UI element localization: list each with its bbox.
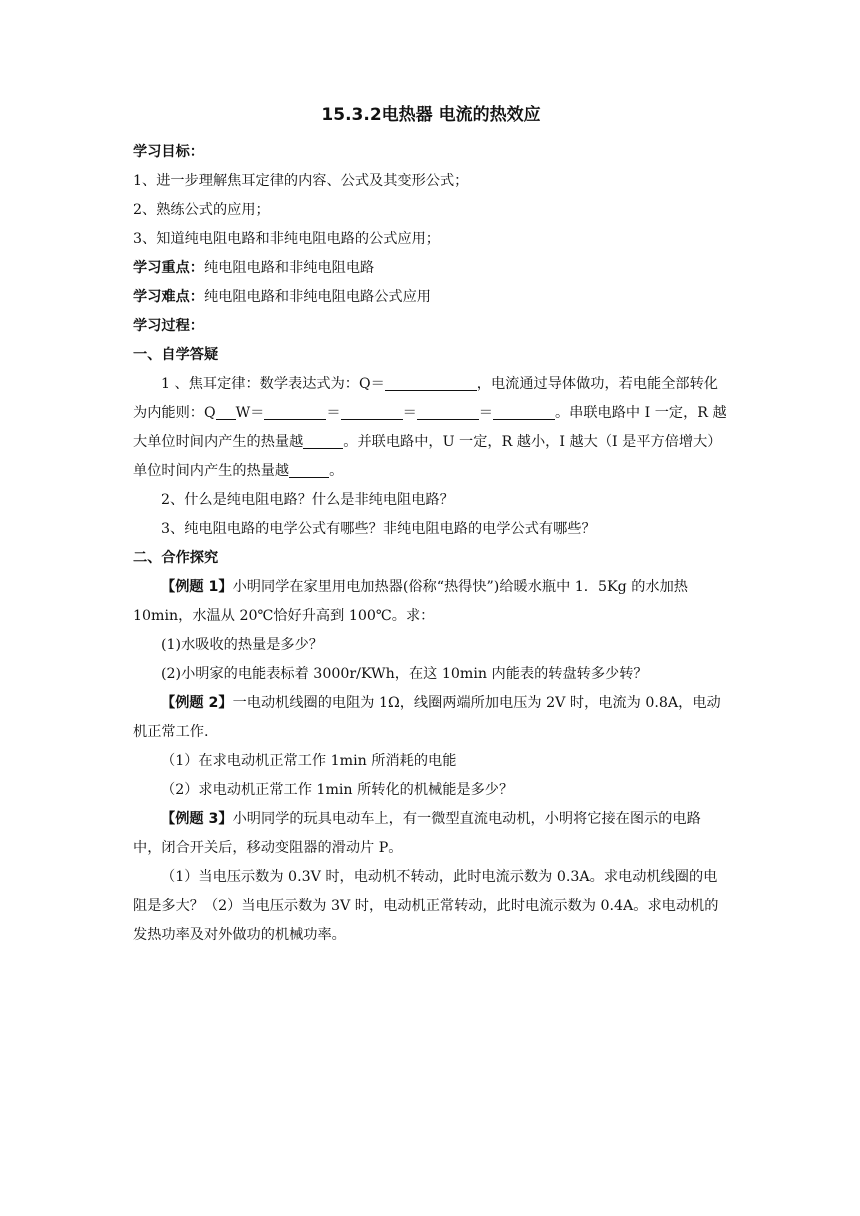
example-1: 【例题 1】小明同学在家里用电加热器(俗称“热得快”)给暖水瓶中 1．5Kg 的水加热 10min，水温从 20℃恰好升高到 100℃。求： <box>133 579 688 624</box>
example-2-sub-1: （1）在求电动机正常工作 1min 所消耗的电能 <box>161 753 457 769</box>
example-2: 【例题 2】一电动机线圈的电阻为 1Ω，线圈两端所加电压为 2V 时，电流为 0.8A，电动机正常工作. <box>133 695 721 740</box>
example-1-sub-1: (1)水吸收的热量是多少？ <box>161 637 323 653</box>
example-3-label: 【例题 3】 <box>161 811 233 827</box>
example-2-label: 【例题 2】 <box>161 695 233 711</box>
goal-item: 3、知道纯电阻电路和非纯电阻电路的公式应用； <box>133 231 440 247</box>
question-3: 3、纯电阻电路的电学公式有哪些？非纯电阻电路的电学公式有哪些？ <box>161 521 596 537</box>
difficulty-text: 纯电阻电路和非纯电阻电路公式应用 <box>203 289 431 305</box>
goals-heading: 学习目标： <box>133 144 204 160</box>
answer-blank[interactable] <box>417 403 479 420</box>
difficulty-label: 学习难点： <box>133 289 204 305</box>
example-1-sub-2: (2)小明家的电能表标着 3000r/KWh，在这 10min 内能表的转盘转多少转？ <box>161 666 648 682</box>
key-point <box>133 254 729 283</box>
document-title: 15.3.2电热器 电流的热效应 <box>321 105 541 125</box>
key-point-text: 纯电阻电路和非纯电阻电路 <box>203 260 375 276</box>
section2-heading: 二、合作探究 <box>133 550 219 566</box>
key-point-label: 学习重点： <box>133 260 204 276</box>
example-2-sub-2: （2）求电动机正常工作 1min 所转化的机械能是多少？ <box>161 782 514 798</box>
question-2: 2、什么是纯电阻电路？什么是非纯电阻电路？ <box>161 492 454 508</box>
example-3-sub: （1）当电压示数为 0.3V 时，电动机不转动，此时电流示数为 0.3A。求电动机线圈的电阻是多大？（2）当电压示数为 3V 时，电动机正常转动，此时电流示数为 0.4A。求电动机的发热功率及对外做功的机械功率。 <box>133 869 719 943</box>
answer-blank[interactable] <box>289 461 329 478</box>
process-heading: 学习过程： <box>133 318 204 334</box>
goal-item: 1、进一步理解焦耳定律的内容、公式及其变形公式； <box>133 173 469 189</box>
answer-blank[interactable] <box>216 403 236 420</box>
answer-blank[interactable] <box>493 403 555 420</box>
question-1: 1 、焦耳定律：数学表达式为：Q＝ ，电流通过导体做功，若电能全部转化为内能则：Q W＝ ＝ ＝ ＝ 。串联电路中 I 一定，R 越大单位时间内产生的热量越 。并联电路中，U 一定，R 越小，I 越大（I 是平方倍增大）单位时间内产生的热量越 。 <box>133 376 727 479</box>
answer-blank[interactable] <box>341 403 403 420</box>
answer-blank[interactable] <box>385 374 477 391</box>
answer-blank[interactable] <box>303 432 343 449</box>
goal-item: 2、熟练公式的应用； <box>133 202 270 218</box>
example-1-label: 【例题 1】 <box>161 579 233 595</box>
answer-blank[interactable] <box>264 403 326 420</box>
section1-heading: 一、自学答疑 <box>133 347 219 363</box>
document-body <box>133 100 729 950</box>
example-3: 【例题 3】小明同学的玩具电动车上，有一微型直流电动机，小明将它接在图示的电路中，闭合开关后，移动变阻器的滑动片 P。 <box>133 811 701 856</box>
difficulty-point <box>133 283 729 312</box>
